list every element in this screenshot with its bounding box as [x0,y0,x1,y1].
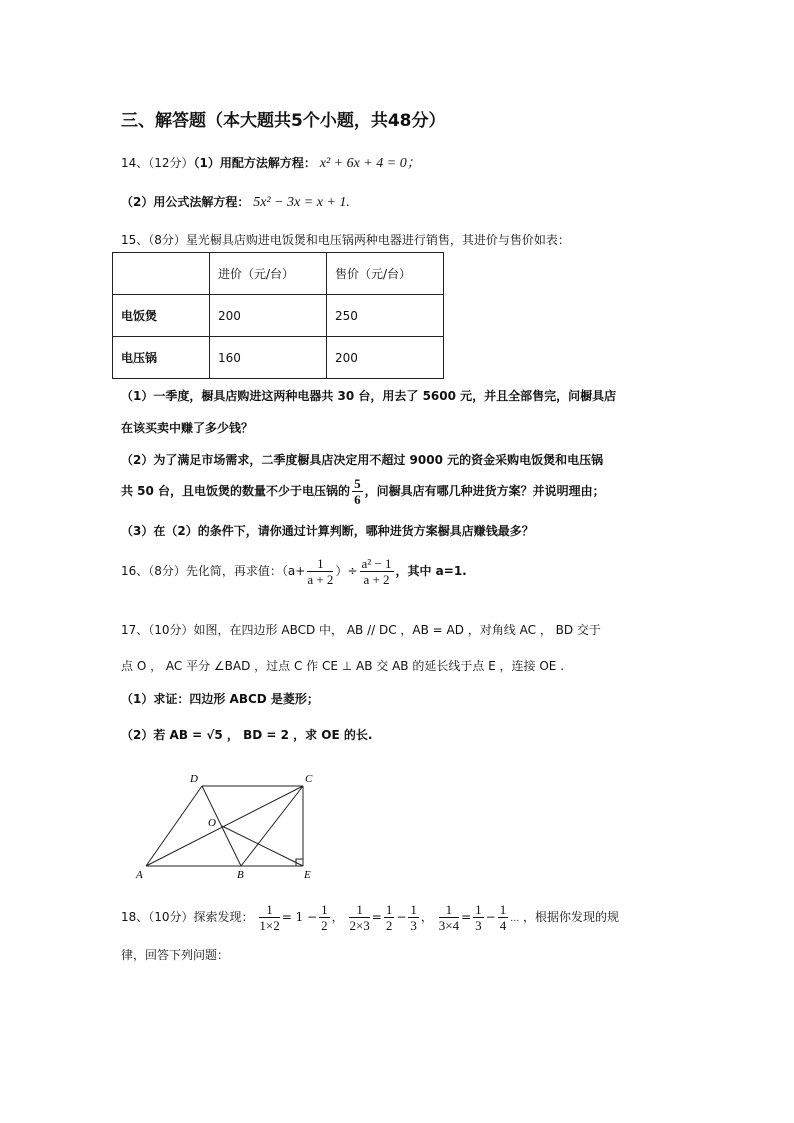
table-row [113,337,444,379]
q14-p1-label: （1）用配方法解方程： [193,156,316,170]
section-title: 三、解答题（本大题共5个小题，共48分） [121,111,446,131]
fraction-numerator: 1 [439,902,459,918]
table-cell: 200 [327,337,444,379]
q14-line2 [121,193,350,211]
rhombus-figure [128,768,328,884]
fraction-denominator: 3 [410,918,417,933]
ellipsis: … [510,914,520,924]
q14-line1 [121,152,421,172]
minus-sign: − [396,910,407,924]
q14-head: 14、（12分） [121,156,194,170]
q18-tail: ，根据你发现的规 [523,910,620,924]
line-AD [146,786,202,866]
q15-s2-line2 [121,476,605,507]
fraction-numerator: 5 [354,476,361,491]
q15-s2-text-b: ，问橱具店有哪几种进货方案？并说明理由； [364,484,605,498]
table-cell: 电饭煲 [113,295,210,337]
label-B: B [237,869,244,881]
fraction-numerator: a² − 1 [361,556,392,571]
fraction-denominator: 2×3 [349,918,370,933]
fraction-denominator: 3×4 [438,918,460,933]
label-C: C [305,773,313,785]
label-E: E [304,869,311,881]
q16-tail: ，其中 a=1. [395,564,467,578]
separator: ， [331,910,344,924]
fraction [349,902,369,933]
fraction-numerator: 1 [410,902,417,917]
table-header-cell: 进价（元/台） [210,253,327,295]
fraction-denominator: 3 [475,918,482,933]
q16-head: 16、（8分）先化简，再求值：（a+ [121,564,306,578]
price-table [112,252,444,379]
fraction-denominator: 6 [354,492,361,507]
q15-head: 15、（8分）星光橱具店购进电饭煲和电压锅两种电器进行销售，其进价与售价如表： [121,233,570,247]
q17-line1: 17、（10分）如图，在四边形 ABCD 中， AB // DC ，AB = AD ，对角线 AC ， BD 交于 [121,623,601,637]
equals-text: = 1 − [281,910,318,924]
line-CB [241,786,303,866]
q15-s1-line1: （1）一季度，橱具店购进这两种电器共 30 台，用去了 5600 元，并且全部售完，问橱具店 [121,389,617,403]
q15-s3: （3）在（2）的条件下，请你通过计算判断，哪种进货方案橱具店赚钱最多？ [121,524,534,538]
fraction-numerator: 1 [321,902,328,917]
fraction [408,902,419,933]
label-A: A [136,869,143,881]
fraction-numerator: 1 [349,902,369,918]
q15-s2-line1: （2）为了满足市场需求，二季度橱具店决定用不超过 9000 元的资金采购电饭煲和电压锅 [121,453,604,467]
fraction [307,556,333,587]
fraction [352,476,363,507]
q15-s2-text-a: 共 50 台，且电饭煲的数量不少于电压锅的 [121,484,351,498]
fraction-denominator: 1×2 [259,918,280,933]
label-O: O [208,817,216,829]
separator: ， [420,910,433,924]
fraction [384,902,395,933]
table-cell: 电压锅 [113,337,210,379]
fraction-denominator: 4 [499,918,507,933]
table-cell: 160 [210,337,327,379]
equals-text: = [371,910,382,924]
table-cell: 250 [327,295,444,337]
q18-line1 [121,902,619,933]
table-cell: 200 [210,295,327,337]
fraction [319,902,330,933]
fraction-denominator: 2 [385,918,393,933]
q18-head: 18、（10分）探索发现： [121,910,254,924]
q17-s1: （1）求证：四边形 ABCD 是菱形； [121,692,319,706]
fraction [439,902,459,933]
label-D: D [190,773,198,785]
fraction [498,902,509,933]
q14-p2-label: （2）用公式法解方程： [121,195,250,209]
q17-s2: （2）若 AB = √5 ， BD = 2 ，求 OE 的长. [121,728,373,742]
fraction [473,902,484,933]
fraction-denominator: 2 [321,918,328,933]
table-header-row [113,253,444,295]
q14-p1-equation: x² + 6x + 4 = 0； [319,156,421,171]
line-OE [222,826,303,866]
q18-line2: 律，回答下列问题： [121,948,230,962]
fraction-numerator: 1 [385,902,393,917]
q17-line2: 点 O ， AC 平分 ∠BAD ，过点 C 作 CE ⊥ AB 交 AB 的延长线于点 E ，连接 OE . [121,659,565,673]
table-row [113,295,444,337]
equals-text: = [461,910,472,924]
fraction-numerator: 1 [475,902,482,917]
table-header-cell: 售价（元/台） [327,253,444,295]
q16-line [121,556,467,587]
fraction-denominator: a + 2 [307,572,334,587]
table-header-cell [113,253,210,295]
fraction-numerator: 1 [499,902,507,917]
fraction-denominator: a + 2 [363,572,390,587]
minus-sign: − [485,910,496,924]
q16-mid: ）÷ [335,564,358,578]
q14-p2-equation: 5x² − 3x = x + 1. [253,195,350,210]
fraction-numerator: 1 [307,556,333,572]
fraction [259,902,279,933]
fraction-numerator: 1 [259,902,279,918]
q15-s1-line2: 在该买卖中赚了多少钱？ [121,421,254,435]
fraction [360,556,394,587]
